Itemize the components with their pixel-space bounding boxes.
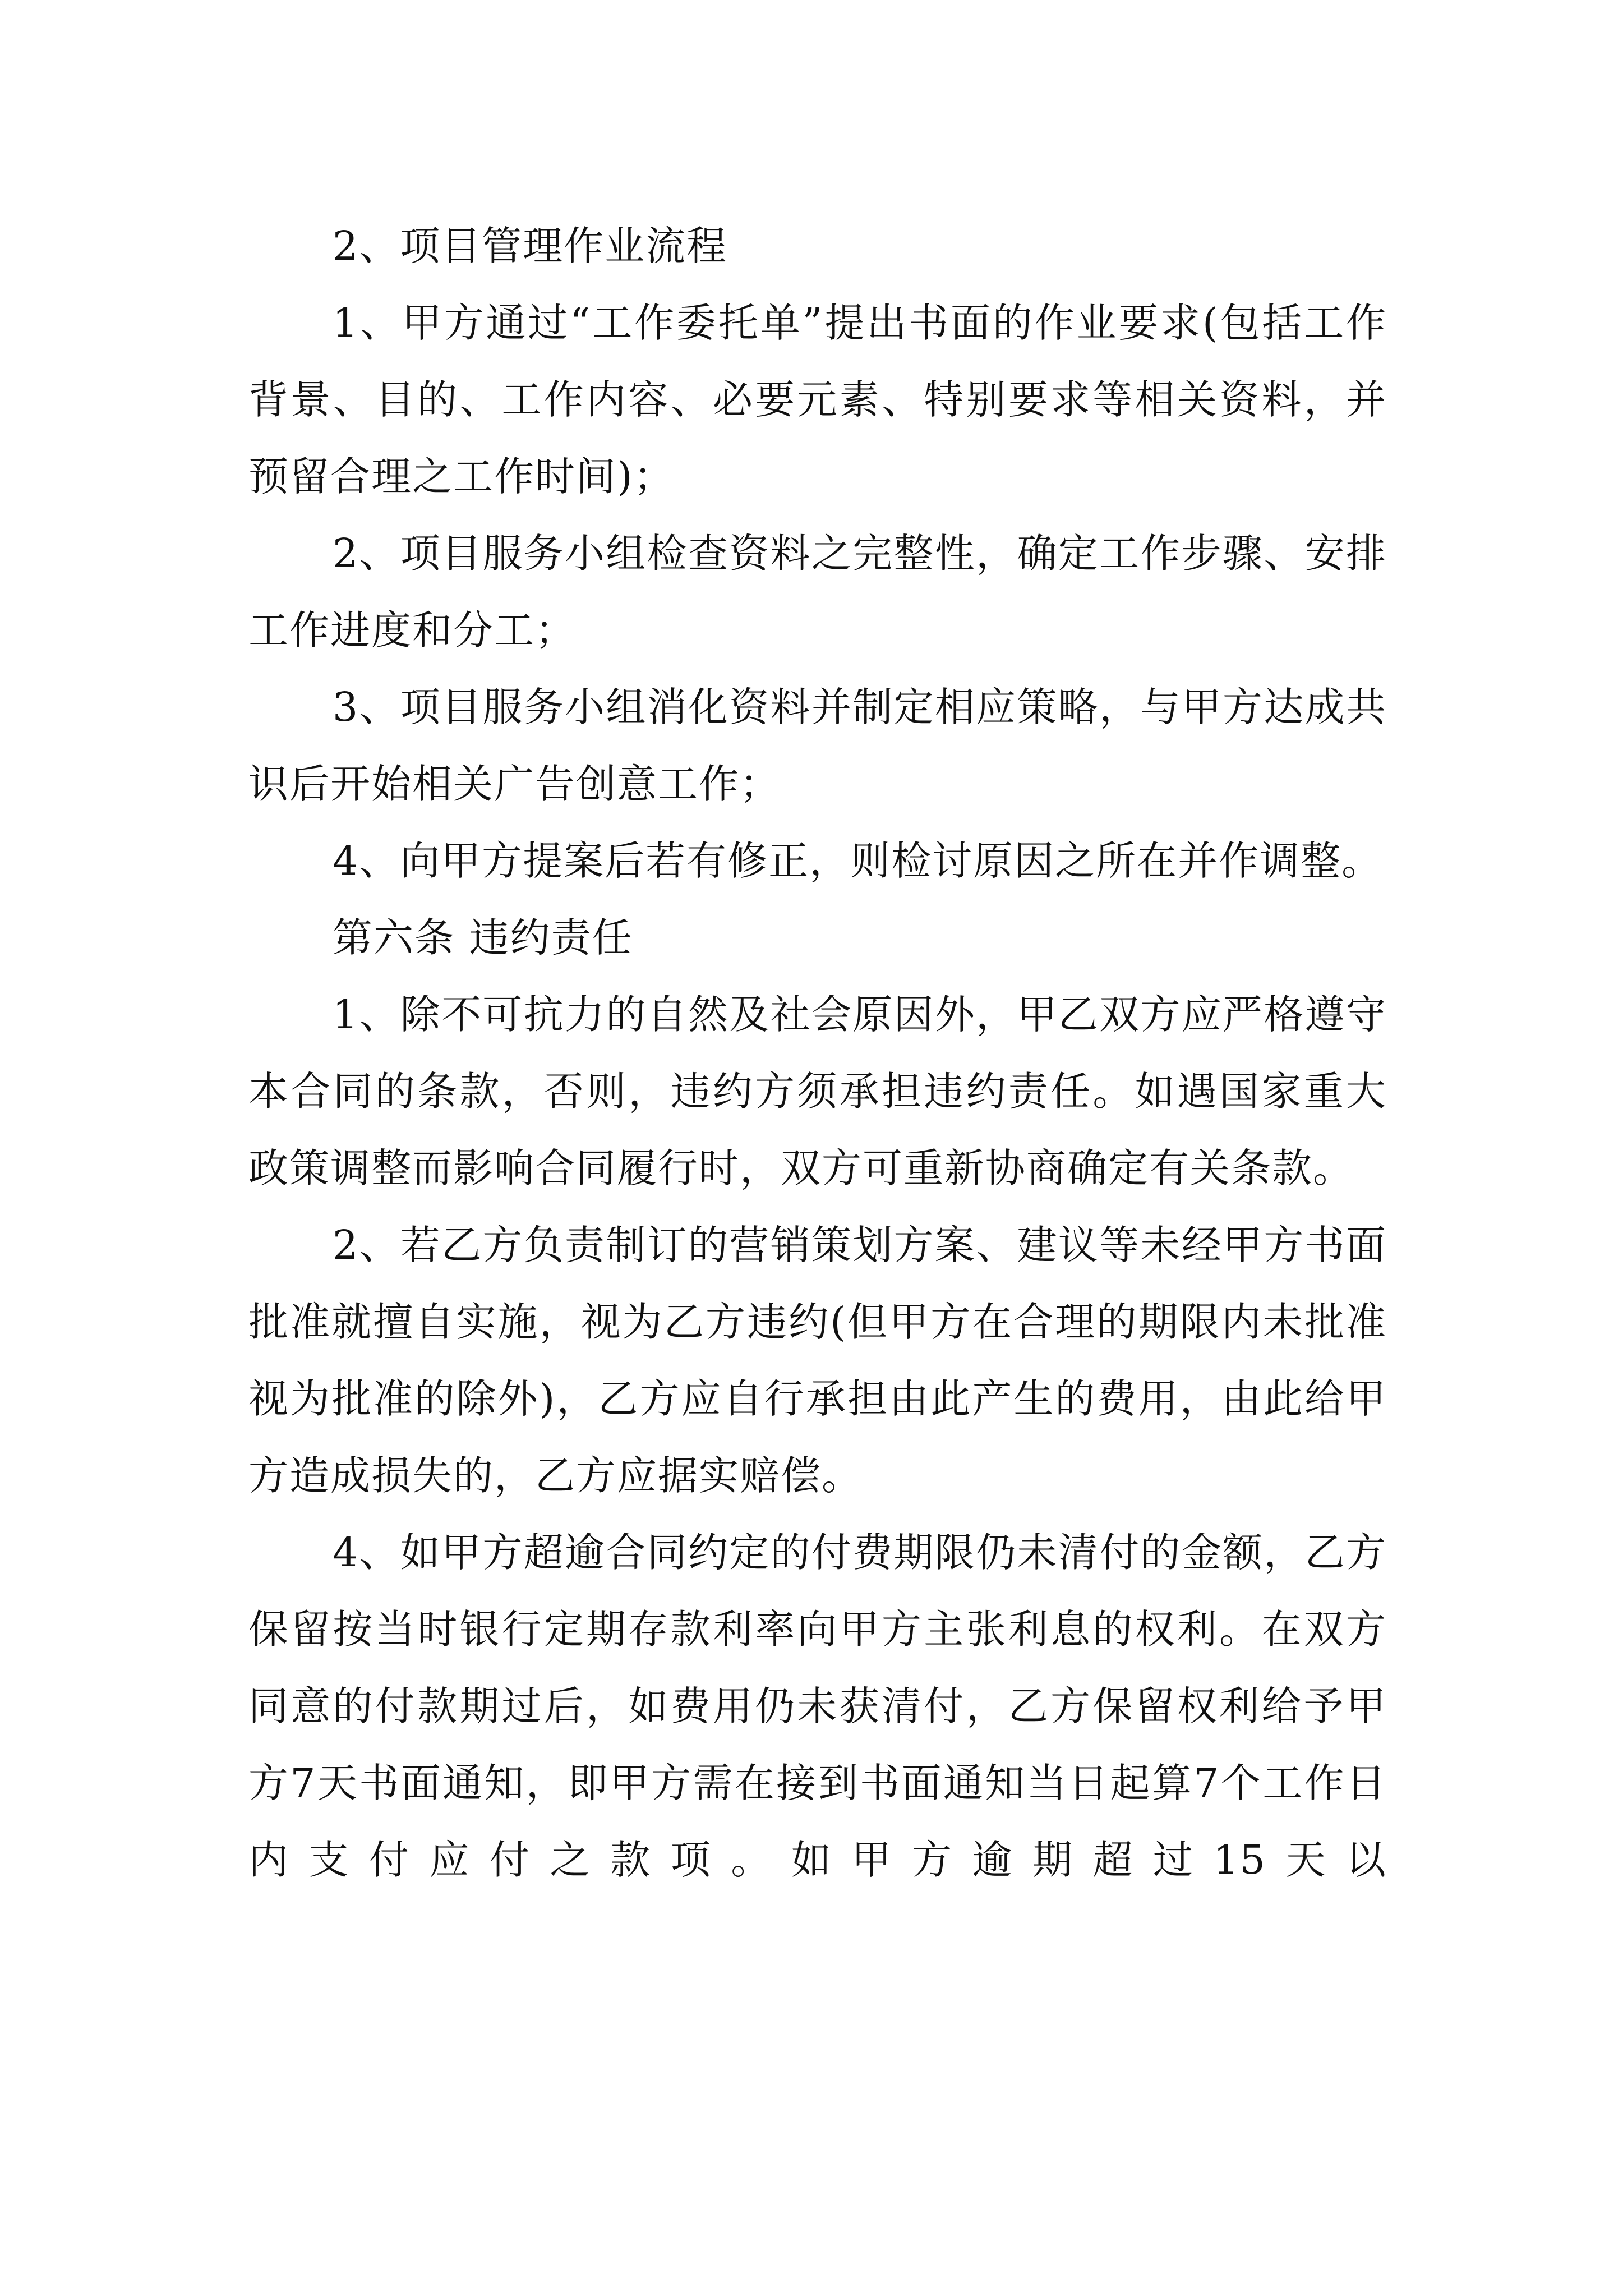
workflow-item-3: 3、项目服务小组消化资料并制定相应策略，与甲方达成共识后开始相关广告创意工作； bbox=[248, 684, 1387, 807]
article-heading-breach: 第六条 违约责任 bbox=[333, 914, 633, 961]
workflow-item-2: 2、项目服务小组检查资料之完整性，确定工作步骤、安排工作进度和分工； bbox=[248, 530, 1387, 654]
breach-clause-4: 4、如甲方超逾合同约定的付费期限仍未清付的金额，乙方保留按当时银行定期存款利率向甲方主张利息的权利。在双方同意的付款期过后，如费用仍未获清付，乙方保留权利给予甲方7天书面通知，即甲方需在接到书面通知当日起算7个工作日内支付应付之款项。如甲方逾期超过15天以 bbox=[248, 1529, 1387, 1883]
workflow-item-4: 4、向甲方提案后若有修正，则检讨原因之所在并作调整。 bbox=[333, 838, 1383, 884]
document-body bbox=[248, 208, 1387, 1898]
section-heading-workflow: 2、项目管理作业流程 bbox=[333, 223, 728, 269]
breach-clause-1: 1、除不可抗力的自然及社会原因外，甲乙双方应严格遵守本合同的条款，否则，违约方须承担违约责任。如遇国家重大政策调整而影响合同履行时，双方可重新协商确定有关条款。 bbox=[248, 991, 1387, 1191]
breach-clause-2: 2、若乙方负责制订的营销策划方案、建议等未经甲方书面批准就擅自实施，视为乙方违约(但甲方在合理的期限内未批准视为批准的除外)，乙方应自行承担由此产生的费用，由此给甲方造成损失的，乙方应据实赔偿。 bbox=[248, 1222, 1387, 1499]
workflow-item-1: 1、甲方通过“工作委托单”提出书面的作业要求(包括工作背景、目的、工作内容、必要元素、特别要求等相关资料，并预留合理之工作时间)； bbox=[248, 300, 1387, 500]
